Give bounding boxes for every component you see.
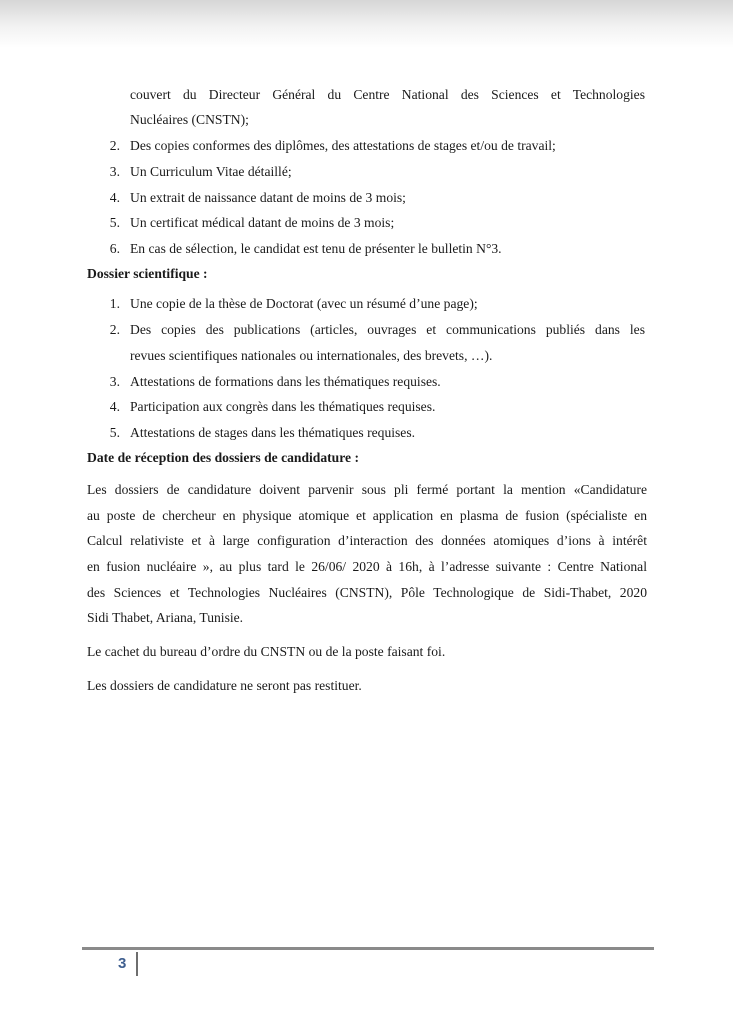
paragraph-line: au poste de chercheur en physique atomique et application en plasma de fusion (spécialiste en bbox=[87, 508, 647, 523]
page-number: 3 bbox=[118, 955, 127, 972]
footer-rule bbox=[82, 947, 654, 950]
list-item: Un certificat médical datant de moins de 3 mois; bbox=[130, 215, 395, 230]
list-item: En cas de sélection, le candidat est tenu de présenter le bulletin N°3. bbox=[130, 241, 502, 256]
list-item: Un extrait de naissance datant de moins de 3 mois; bbox=[130, 190, 406, 205]
note-restitution: Les dossiers de candidature ne seront pas restituer. bbox=[87, 678, 362, 693]
list-item: Participation aux congrès dans les thématiques requises. bbox=[130, 399, 436, 414]
list-item: Une copie de la thèse de Doctorat (avec un résumé d’une page); bbox=[130, 296, 478, 311]
list-item-1-continuation: couvert du Directeur Général du Centre National des Sciences et Technologies bbox=[130, 87, 645, 102]
list-number: 4. bbox=[109, 399, 120, 414]
list-number: 3. bbox=[109, 374, 120, 389]
list-number: 2. bbox=[109, 322, 120, 337]
paragraph-line: des Sciences et Technologies Nucléaires (CNSTN), Pôle Technologique de Sidi-Thabet, 2020 bbox=[87, 585, 647, 600]
list-number: 5. bbox=[109, 215, 120, 230]
list-item: Attestations de stages dans les thématiques requises. bbox=[130, 425, 416, 440]
paragraph-line: Calcul relativiste et à large configuration d’interaction des données atomiques d’ions à intérêt bbox=[87, 533, 647, 548]
list-number: 3. bbox=[109, 164, 120, 179]
list-number: 6. bbox=[109, 241, 120, 256]
note-cachet: Le cachet du bureau d’ordre du CNSTN ou de la poste faisant foi. bbox=[87, 644, 446, 659]
page-number-divider bbox=[136, 952, 138, 976]
list-number: 5. bbox=[109, 425, 120, 440]
list-number: 4. bbox=[109, 190, 120, 205]
paragraph-line: Sidi Thabet, Ariana, Tunisie. bbox=[87, 610, 244, 625]
paragraph-line: en fusion nucléaire », au plus tard le 26/06/ 2020 à 16h, à l’adresse suivante : Centre National bbox=[87, 559, 647, 574]
list-item: Des copies des publications (articles, ouvrages et communications publiés dans les bbox=[130, 322, 645, 337]
section-heading-dossier-scientifique: Dossier scientifique : bbox=[87, 266, 208, 281]
list-item-continuation: revues scientifiques nationales ou internationales, des brevets, …). bbox=[130, 348, 493, 363]
list-item-1-continuation: Nucléaires (CNSTN); bbox=[130, 112, 249, 127]
list-item: Un Curriculum Vitae détaillé; bbox=[130, 164, 292, 179]
paragraph-line: Les dossiers de candidature doivent parvenir sous pli fermé portant la mention «Candidature bbox=[87, 482, 647, 497]
section-heading-date-reception: Date de réception des dossiers de candidature : bbox=[87, 450, 359, 465]
list-item: Des copies conformes des diplômes, des attestations de stages et/ou de travail; bbox=[130, 138, 556, 153]
list-number: 2. bbox=[109, 138, 120, 153]
list-number: 1. bbox=[109, 296, 120, 311]
list-item: Attestations de formations dans les thématiques requises. bbox=[130, 374, 441, 389]
